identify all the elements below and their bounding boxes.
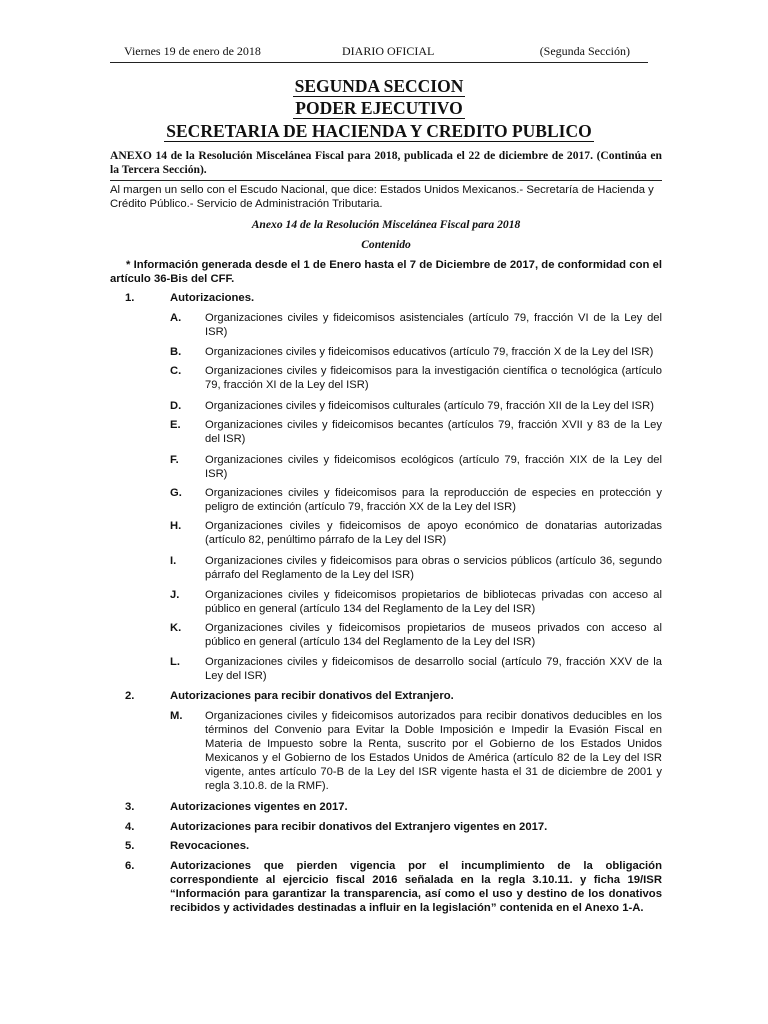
item-letter: K. <box>170 622 182 634</box>
running-head-section: (Segunda Sección) <box>539 44 630 58</box>
ministry-heading: SECRETARIA DE HACIENDA Y CREDITO PUBLICO <box>166 121 592 141</box>
annex-note-rule <box>110 180 662 181</box>
section-title: Autorizaciones vigentes en 2017. <box>170 801 348 813</box>
section-title: Autorizaciones que pierden vigencia por el incumplimiento de la obligación correspondiente al ejercicio fiscal 2016 señalada en la regla 3.10.11. y ficha 19/ISR “Información para garantizar la transparencia, así como el uso y destino de los donativos recibidos y actividades destinadas a influir en la legislación” contenida en el Anexo 1-A. <box>170 860 662 914</box>
item-text: Organizaciones civiles y fideicomisos para la investigación científica o tecnológica (artículo 79, fracción XI de la Ley del ISR) <box>205 365 662 391</box>
item-letter: D. <box>170 400 182 412</box>
document-subtitle: Anexo 14 de la Resolución Miscelánea Fiscal para 2018 <box>251 218 521 231</box>
section-number: 6. <box>125 860 135 872</box>
section-number: 4. <box>125 821 135 833</box>
item-text: Organizaciones civiles y fideicomisos de apoyo económico de donatarias autorizadas (artículo 82, penúltimo párrafo de la Ley del ISR) <box>205 520 662 546</box>
item-letter: H. <box>170 520 182 532</box>
item-text: Organizaciones civiles y fideicomisos de desarrollo social (artículo 79, fracción XXV de la Ley del ISR) <box>205 656 662 682</box>
item-text: Organizaciones civiles y fideicomisos ecológicos (artículo 79, fracción XIX de la Ley del ISR) <box>205 454 662 480</box>
item-letter: L. <box>170 656 180 668</box>
item-text: Organizaciones civiles y fideicomisos culturales (artículo 79, fracción XII de la Ley del ISR) <box>205 400 654 412</box>
section-title: Autorizaciones para recibir donativos del Extranjero vigentes en 2017. <box>170 821 548 833</box>
item-letter: G. <box>170 487 182 499</box>
info-note: * Información generada desde el 1 de Enero hasta el 7 de Diciembre de 2017, de conformidad con el artículo 36-Bis del CFF. <box>110 259 662 285</box>
running-head-rule <box>110 62 648 63</box>
item-letter: C. <box>170 365 182 377</box>
item-letter: J. <box>170 589 180 601</box>
item-text: Organizaciones civiles y fideicomisos para obras o servicios públicos (artículo 36, segundo párrafo del Reglamento de la Ley del ISR) <box>205 555 662 581</box>
item-letter: F. <box>170 454 179 466</box>
section-title: Revocaciones. <box>170 840 250 852</box>
running-head-date: Viernes 19 de enero de 2018 <box>124 44 261 58</box>
annex-note: ANEXO 14 de la Resolución Miscelánea Fiscal para 2018, publicada el 22 de diciembre de 2017. (Continúa en la Tercera Sección). <box>110 149 662 176</box>
item-text: Organizaciones civiles y fideicomisos autorizados para recibir donativos deducibles en los términos del Convenio para Evitar la Doble Imposición e Impedir la Evasión Fiscal en Materia de Impuesto sobre la Renta, suscrito por el Gobierno de los Estados Unidos Mexicanos y el Gobierno de los Estados Unidos de América (artículo 82 de la Ley del ISR vigente, antes artículo 70-B de la Ley del ISR vigente hasta el 31 de diciembre de 2001 y regla 3.10.8. de la RMF). <box>205 710 662 792</box>
item-letter: M. <box>170 710 183 722</box>
item-text: Organizaciones civiles y fideicomisos propietarios de bibliotecas privadas con acceso al público en general (artículo 134 del Reglamento de la Ley del ISR) <box>205 589 662 615</box>
margin-note: Al margen un sello con el Escudo Nacional, que dice: Estados Unidos Mexicanos.- Secretaría de Hacienda y Crédito Público.- Servicio de Administración Tributaria. <box>110 184 654 210</box>
item-letter: B. <box>170 346 182 358</box>
section-number: 3. <box>125 801 135 813</box>
item-text: Organizaciones civiles y fideicomisos propietarios de museos privados con acceso al público en general (artículo 134 del Reglamento de la Ley del ISR) <box>205 622 662 648</box>
item-letter: A. <box>170 312 182 324</box>
item-letter: E. <box>170 419 181 431</box>
running-head-publication: DIARIO OFICIAL <box>342 44 435 58</box>
section-title: Autorizaciones. <box>170 292 255 304</box>
section-number: 5. <box>125 840 135 852</box>
item-text: Organizaciones civiles y fideicomisos educativos (artículo 79, fracción X de la Ley del ISR) <box>205 346 654 358</box>
branch-heading: PODER EJECUTIVO <box>295 98 463 118</box>
section-heading: SEGUNDA SECCION <box>294 76 464 96</box>
running-head <box>110 44 648 60</box>
item-letter: I. <box>170 555 177 567</box>
item-text: Organizaciones civiles y fideicomisos asistenciales (artículo 79, fracción VI de la Ley del ISR) <box>205 312 662 338</box>
section-number: 2. <box>125 690 135 702</box>
item-text: Organizaciones civiles y fideicomisos para la reproducción de especies en protección y peligro de extinción (artículo 79, fracción XX de la Ley del ISR) <box>205 487 662 513</box>
section-title: Autorizaciones para recibir donativos del Extranjero. <box>170 690 454 702</box>
contents-label: Contenido <box>361 238 411 251</box>
item-text: Organizaciones civiles y fideicomisos becantes (artículos 79, fracción XVII y 83 de la Ley del ISR) <box>205 419 662 445</box>
section-number: 1. <box>125 292 135 304</box>
